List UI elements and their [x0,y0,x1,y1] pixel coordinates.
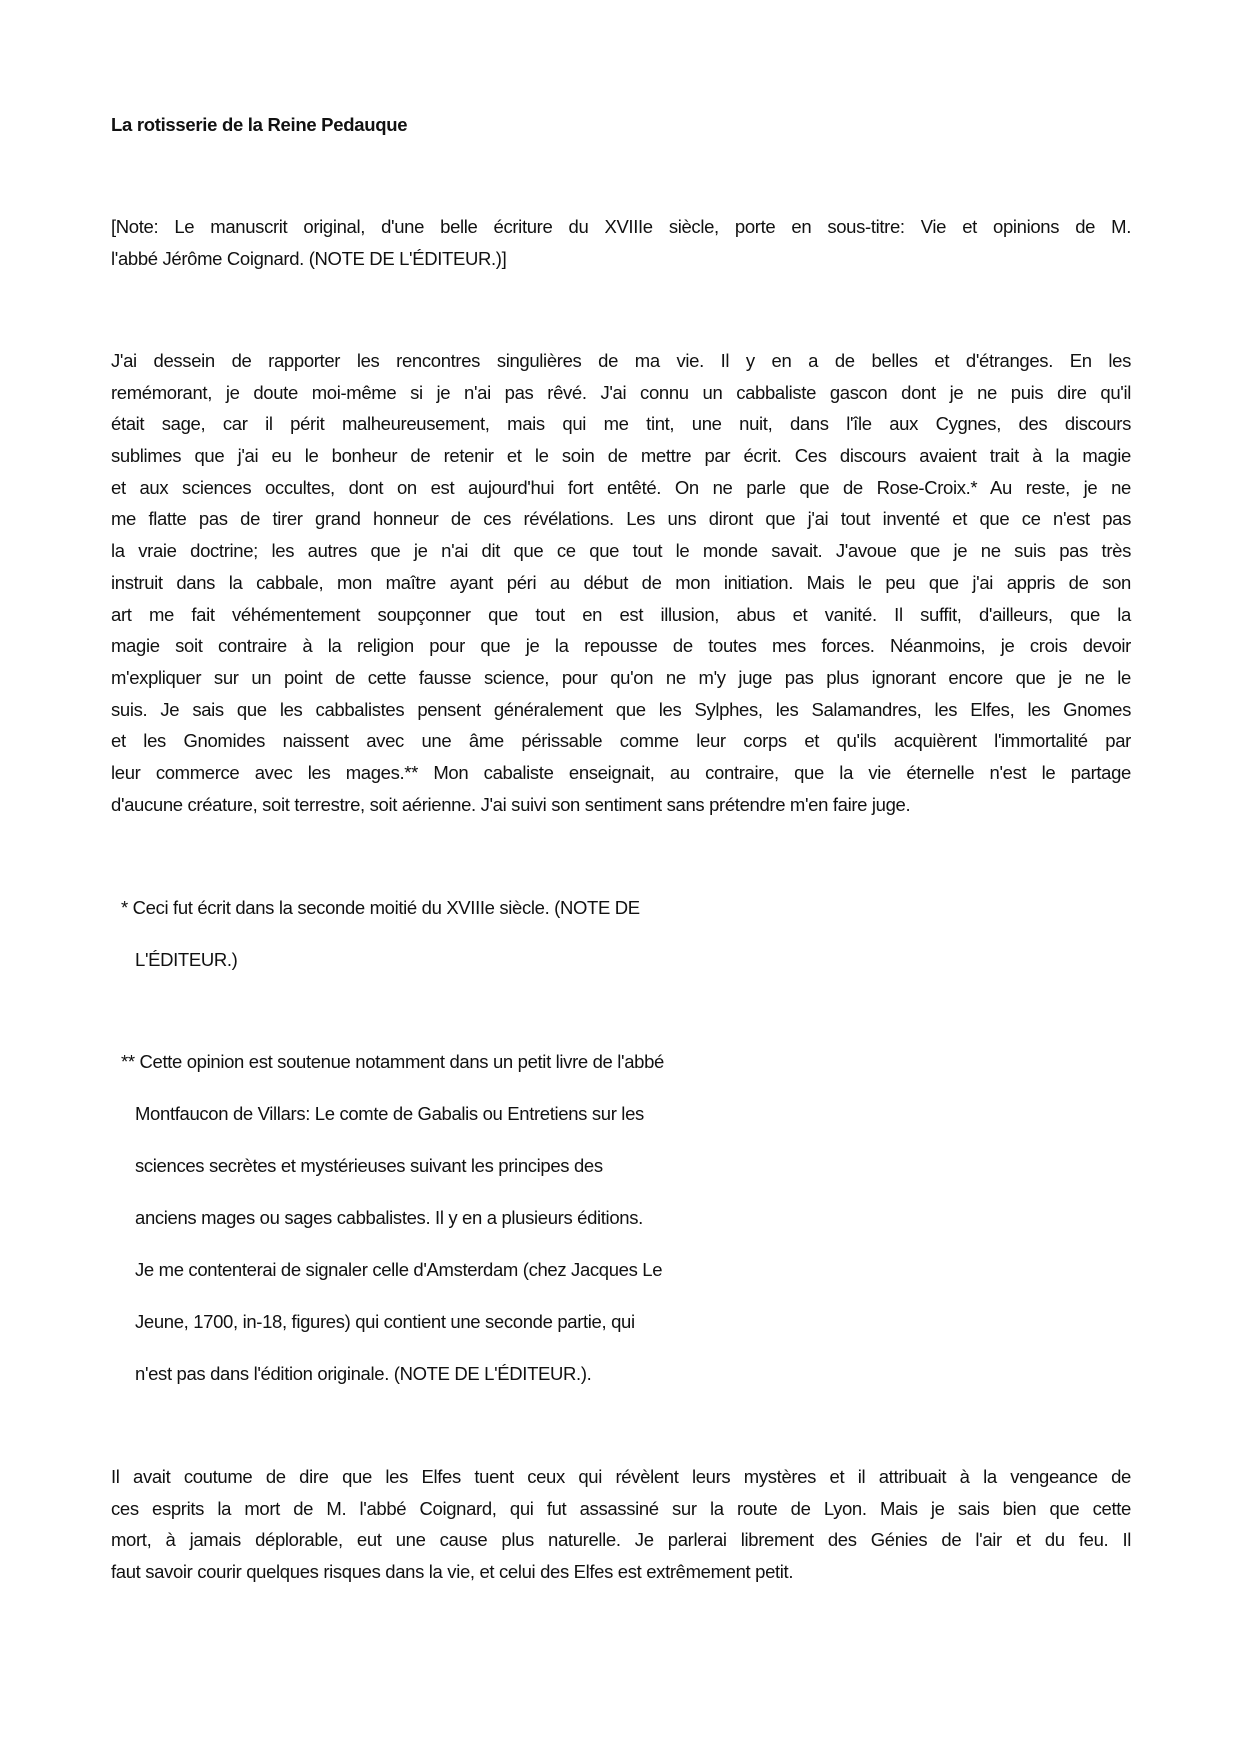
paragraph-1 [111,345,1131,820]
footnote-1 [121,882,640,986]
text-line: Il avait coutume de dire que les Elfes tuent ceux qui révèlent leurs mystères et il attribuait à la vengeance de [111,1466,1131,1487]
text-line: ** Cette opinion est soutenue notamment dans un petit livre de l'abbé [121,1051,664,1072]
text-line: sublimes que j'ai eu le bonheur de retenir et le soin de mettre par écrit. Ces discours avaient trait à la magie [111,445,1131,467]
text-line: sciences secrètes et mystérieuses suivant les principes des [135,1155,603,1176]
text-line: remémorant, je doute moi-même si je n'ai pas rêvé. J'ai connu un cabbaliste gascon dont je ne puis dire qu'il [111,381,1131,403]
text-line: ces esprits la mort de M. l'abbé Coignard, qui fut assassiné sur la route de Lyon. Mais je sais bien que cette [111,1497,1131,1519]
text-line: Je me contenterai de signaler celle d'Amsterdam (chez Jacques Le [135,1259,663,1280]
text-line: [Note: Le manuscrit original, d'une belle écriture du XVIIIe siècle, porte en sous-titre: Vie et opinions de M. [111,216,1131,237]
text-line: anciens mages ou sages cabbalistes. Il y en a plusieurs éditions. [135,1207,643,1228]
paragraph-2 [111,1461,1131,1588]
text-line: Jeune, 1700, in-18, figures) qui contient une seconde partie, qui [135,1311,635,1332]
text-line: art me fait véhémentement soupçonner que tout en est illusion, abus et vanité. Il suffit, d'ailleurs, que la [111,603,1131,625]
text-line: l'abbé Jérôme Coignard. (NOTE DE L'ÉDITEUR.)] [111,247,507,269]
editor-note [111,211,1131,274]
text-line: était sage, car il périt malheureusement, mais qui me tint, une nuit, dans l'île aux Cygnes, des discours [111,413,1131,435]
text-line: J'ai dessein de rapporter les rencontres singulières de ma vie. Il y en a de belles et d'étranges. En les [111,350,1131,371]
text-line: et les Gnomides naissent avec une âme périssable comme leur corps et qu'ils acquièrent l'immortalité par [111,730,1131,752]
text-line: n'est pas dans l'édition originale. (NOTE DE L'ÉDITEUR.). [135,1363,592,1384]
text-line: faut savoir courir quelques risques dans la vie, et celui des Elfes est extrêmement petit. [111,1561,794,1583]
footnote-line: L'ÉDITEUR.) [135,949,238,970]
text-line: leur commerce avec les mages.** Mon cabaliste enseignait, au contraire, que la vie éternelle n'est le partage [111,761,1131,783]
footnote-line: * Ceci fut écrit dans la seconde moitié du XVIIIe siècle. (NOTE DE [121,897,640,918]
footnote-2 [121,1036,664,1400]
text-line: mort, à jamais déplorable, eut une cause plus naturelle. Je parlerai librement des Génies de l'air et du feu. Il [111,1529,1131,1551]
text-line: m'expliquer sur un point de cette fausse science, pour qu'on ne m'y juge pas plus ignorant encore que je ne le [111,666,1131,688]
text-line: et aux sciences occultes, dont on est aujourd'hui fort entêté. On ne parle que de Rose-Croix.* Au reste, je ne [111,476,1131,498]
text-line: me flatte pas de tirer grand honneur de ces révélations. Les uns diront que j'ai tout inventé et que ce n'est pas [111,508,1131,530]
text-line: magie soit contraire à la religion pour que je la repousse de toutes mes forces. Néanmoins, je crois devoir [111,635,1131,657]
text-line: suis. Je sais que les cabbalistes pensent généralement que les Sylphes, les Salamandres, les Elfes, les Gnomes [111,698,1131,720]
text-line: la vraie doctrine; les autres que je n'ai dit que ce que tout le monde savait. J'avoue que je ne suis pas très [111,540,1131,562]
document-title: La rotisserie de la Reine Pedauque [111,114,408,135]
text-line: Montfaucon de Villars: Le comte de Gabalis ou Entretiens sur les [135,1103,644,1124]
text-line: d'aucune créature, soit terrestre, soit aérienne. J'ai suivi son sentiment sans prétendre m'en faire juge. [111,793,911,815]
text-line: instruit dans la cabbale, mon maître ayant péri au début de mon initiation. Mais le peu que j'ai appris de son [111,571,1131,593]
